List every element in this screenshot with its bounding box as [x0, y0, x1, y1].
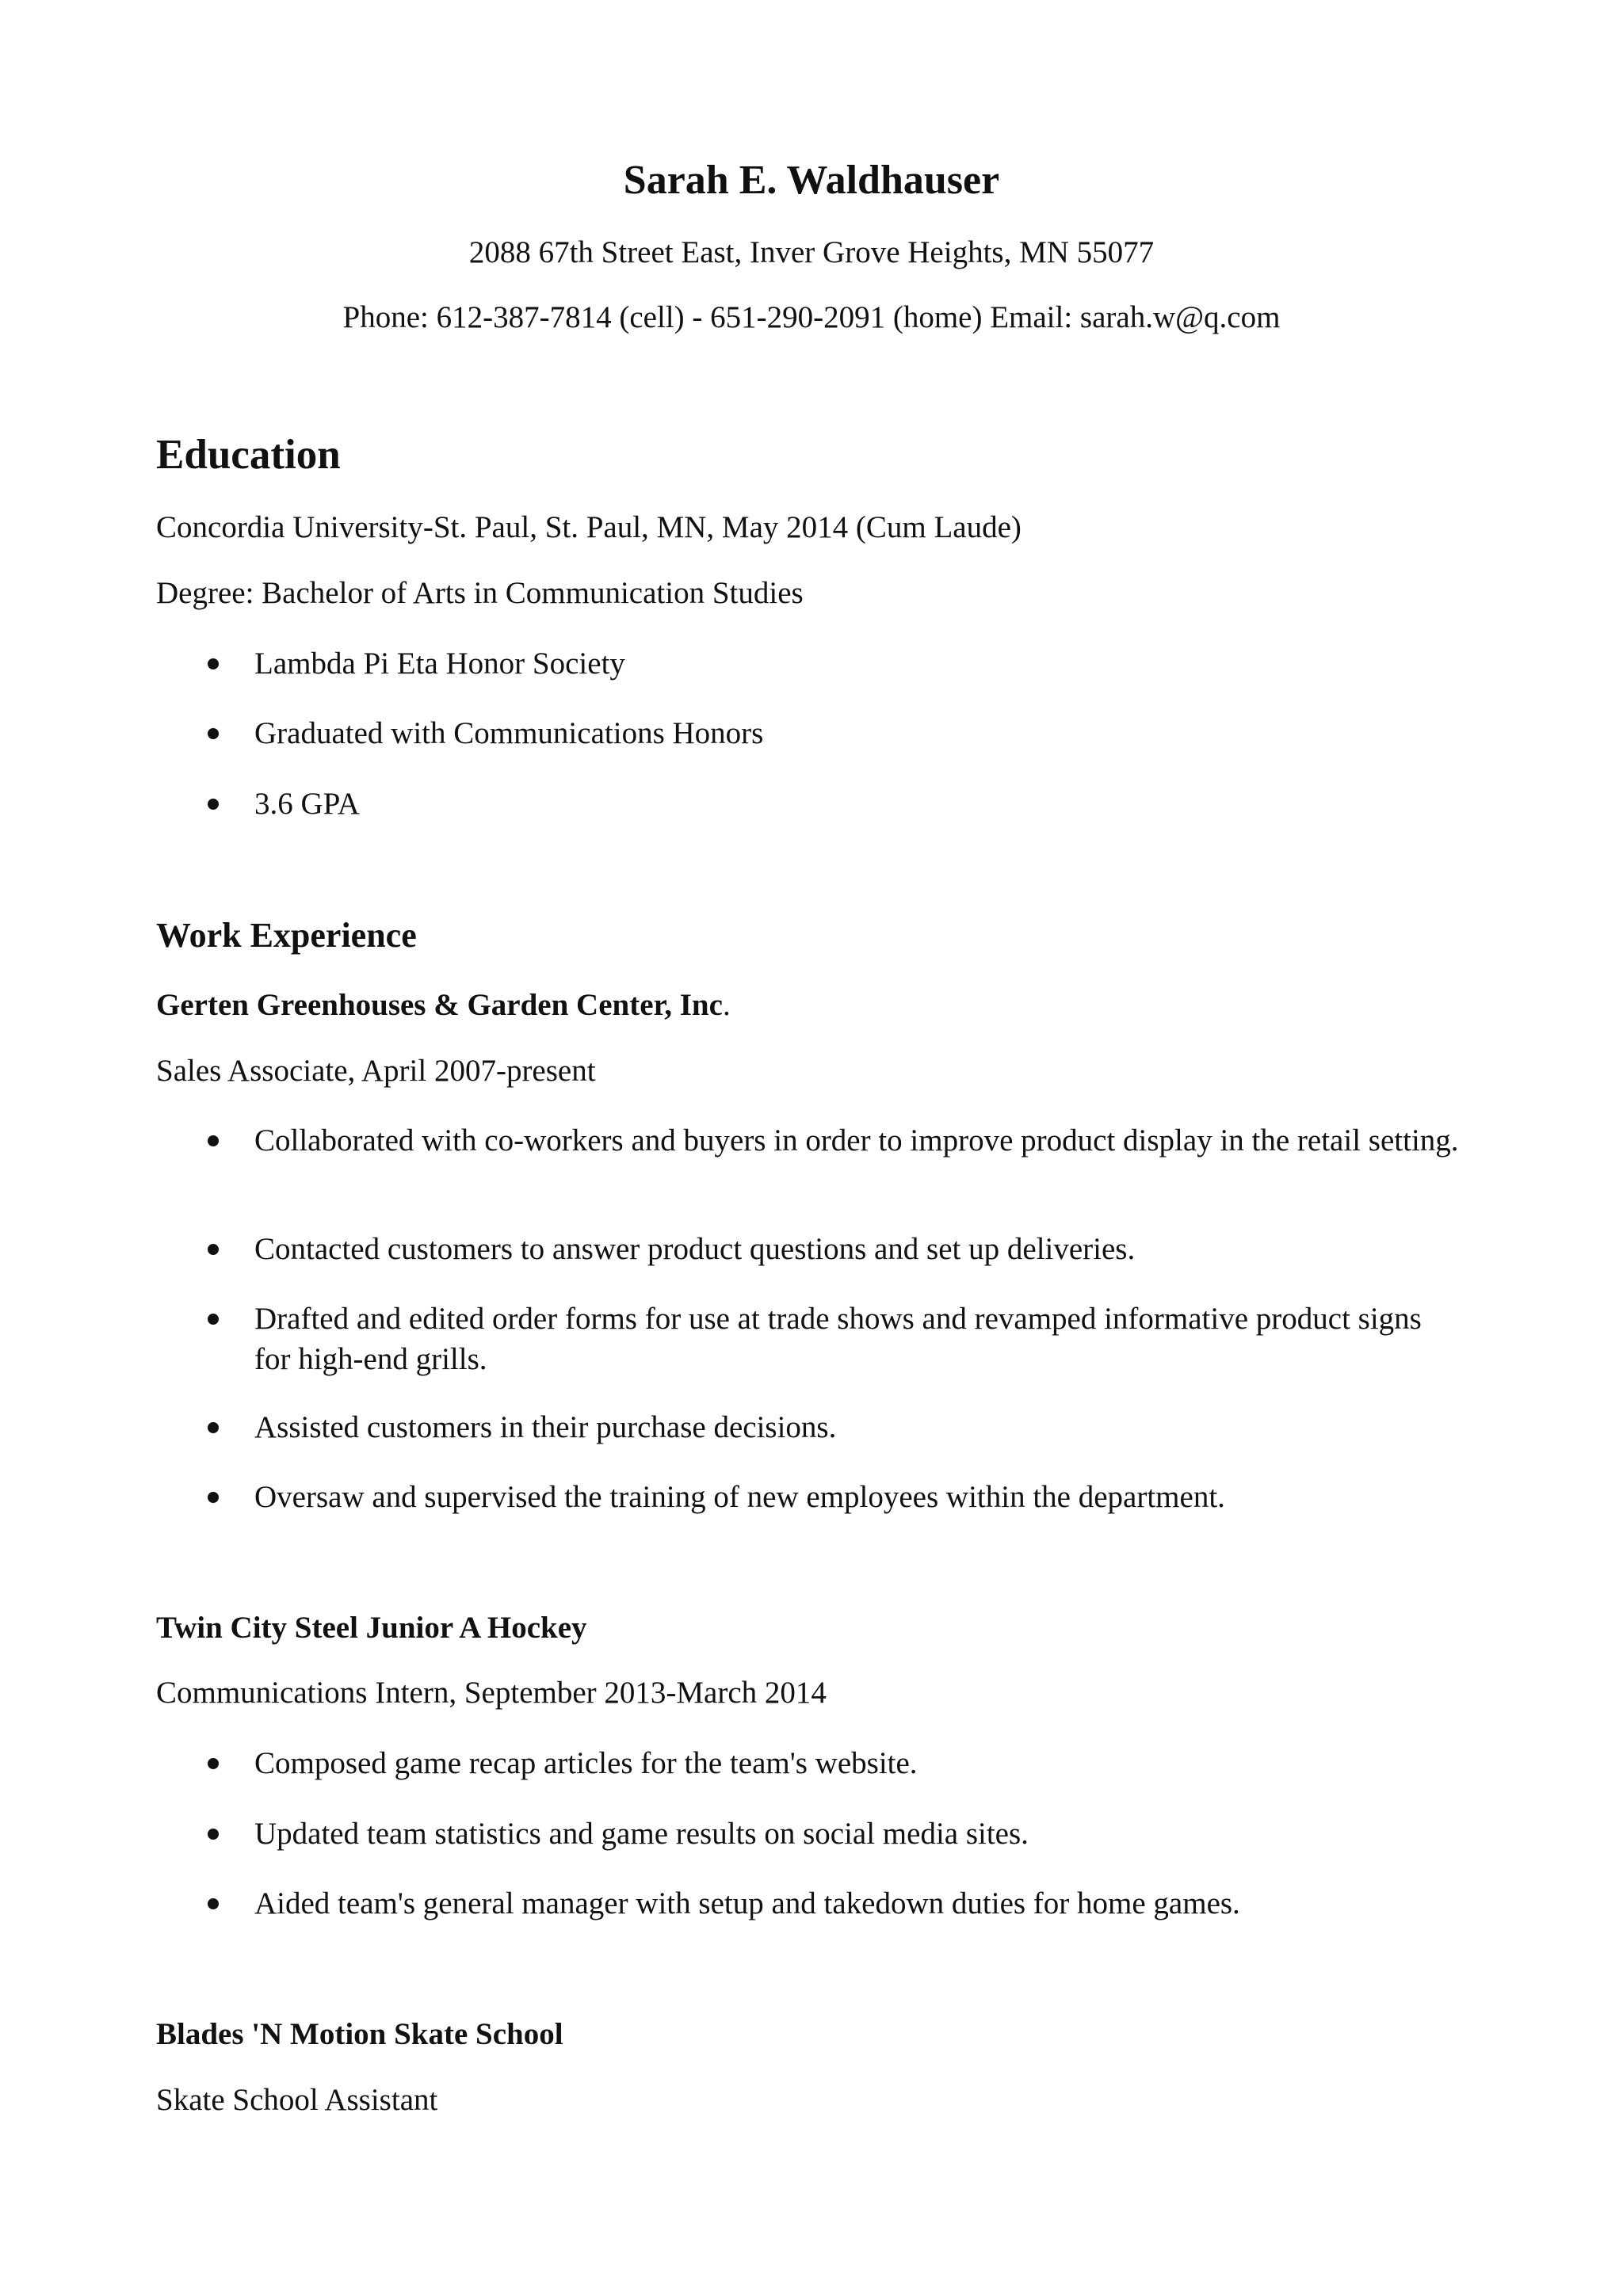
- bullet-icon: [208, 658, 219, 669]
- contact-line: Phone: 612-387-7814 (cell) - 651-290-2091 (home) Email: sarah.w@q.com: [342, 300, 1281, 334]
- education-heading: Education: [156, 432, 341, 478]
- bullet-icon: [208, 1422, 219, 1433]
- education-school: Concordia University-St. Paul, St. Paul, MN, May 2014 (Cum Laude): [156, 510, 1022, 544]
- bullet-icon: [208, 799, 219, 810]
- bullet-icon: [208, 1829, 219, 1840]
- bullet-icon: [208, 1314, 219, 1325]
- bullet-icon: [208, 1244, 219, 1255]
- job-company: Blades 'N Motion Skate School: [156, 2017, 563, 2051]
- job-role: Communications Intern, September 2013-March 2014: [156, 1676, 827, 1710]
- resume-page: Sarah E. Waldhauser 2088 67th Street East, Inver Grove Heights, MN 55077 Phone: 612-387-7814 (cell) - 651-290-2091 (home) Email: sarah.w@q.com Education Concordia University-St. Paul, St. Paul, MN, May 2014 (Cum Laude) Degree: Bachelor of Arts in Communication Studies Lambda Pi Eta Honor Society Graduated with Communications Honors 3.6 GPA Work Experience Gerten Greenhouses & Garden Center, Inc. Sales Associate, April 2007-present Collaborated with co-workers and buyers in order to improve product display in the retail setting. Contacted customers to answer product questions and set up deliveries. Drafted and edited order forms for use at trade shows and revamped informative product signs for high-end grills. Assisted customers in their purchase decisions. Oversaw and supervised the training of new employees within the department. Twin City Steel Junior A Hockey Communications Intern, September 2013-March 2014 Composed game recap articles for the team's website. Updated team statistics and game results on social media sites. Aided team's general manager with setup and takedown duties for home games. Blades 'N Motion Skate School Skate School Assistant: [0, 0, 1623, 2296]
- bullet-icon: [208, 728, 219, 739]
- job-company: Gerten Greenhouses & Garden Center, Inc.: [156, 988, 731, 1022]
- job-role: Sales Associate, April 2007-present: [156, 1054, 596, 1088]
- bullet-icon: [208, 1758, 219, 1769]
- job-role: Skate School Assistant: [156, 2083, 438, 2117]
- job-company: Twin City Steel Junior A Hockey: [156, 1611, 587, 1645]
- candidate-name: Sarah E. Waldhauser: [623, 158, 1000, 203]
- bullet-icon: [208, 1492, 219, 1503]
- work-experience-heading: Work Experience: [156, 916, 417, 955]
- education-degree: Degree: Bachelor of Arts in Communication Studies: [156, 576, 804, 610]
- bullet-icon: [208, 1135, 219, 1146]
- bullet-icon: [208, 1898, 219, 1909]
- address-line: 2088 67th Street East, Inver Grove Heights, MN 55077: [468, 235, 1155, 269]
